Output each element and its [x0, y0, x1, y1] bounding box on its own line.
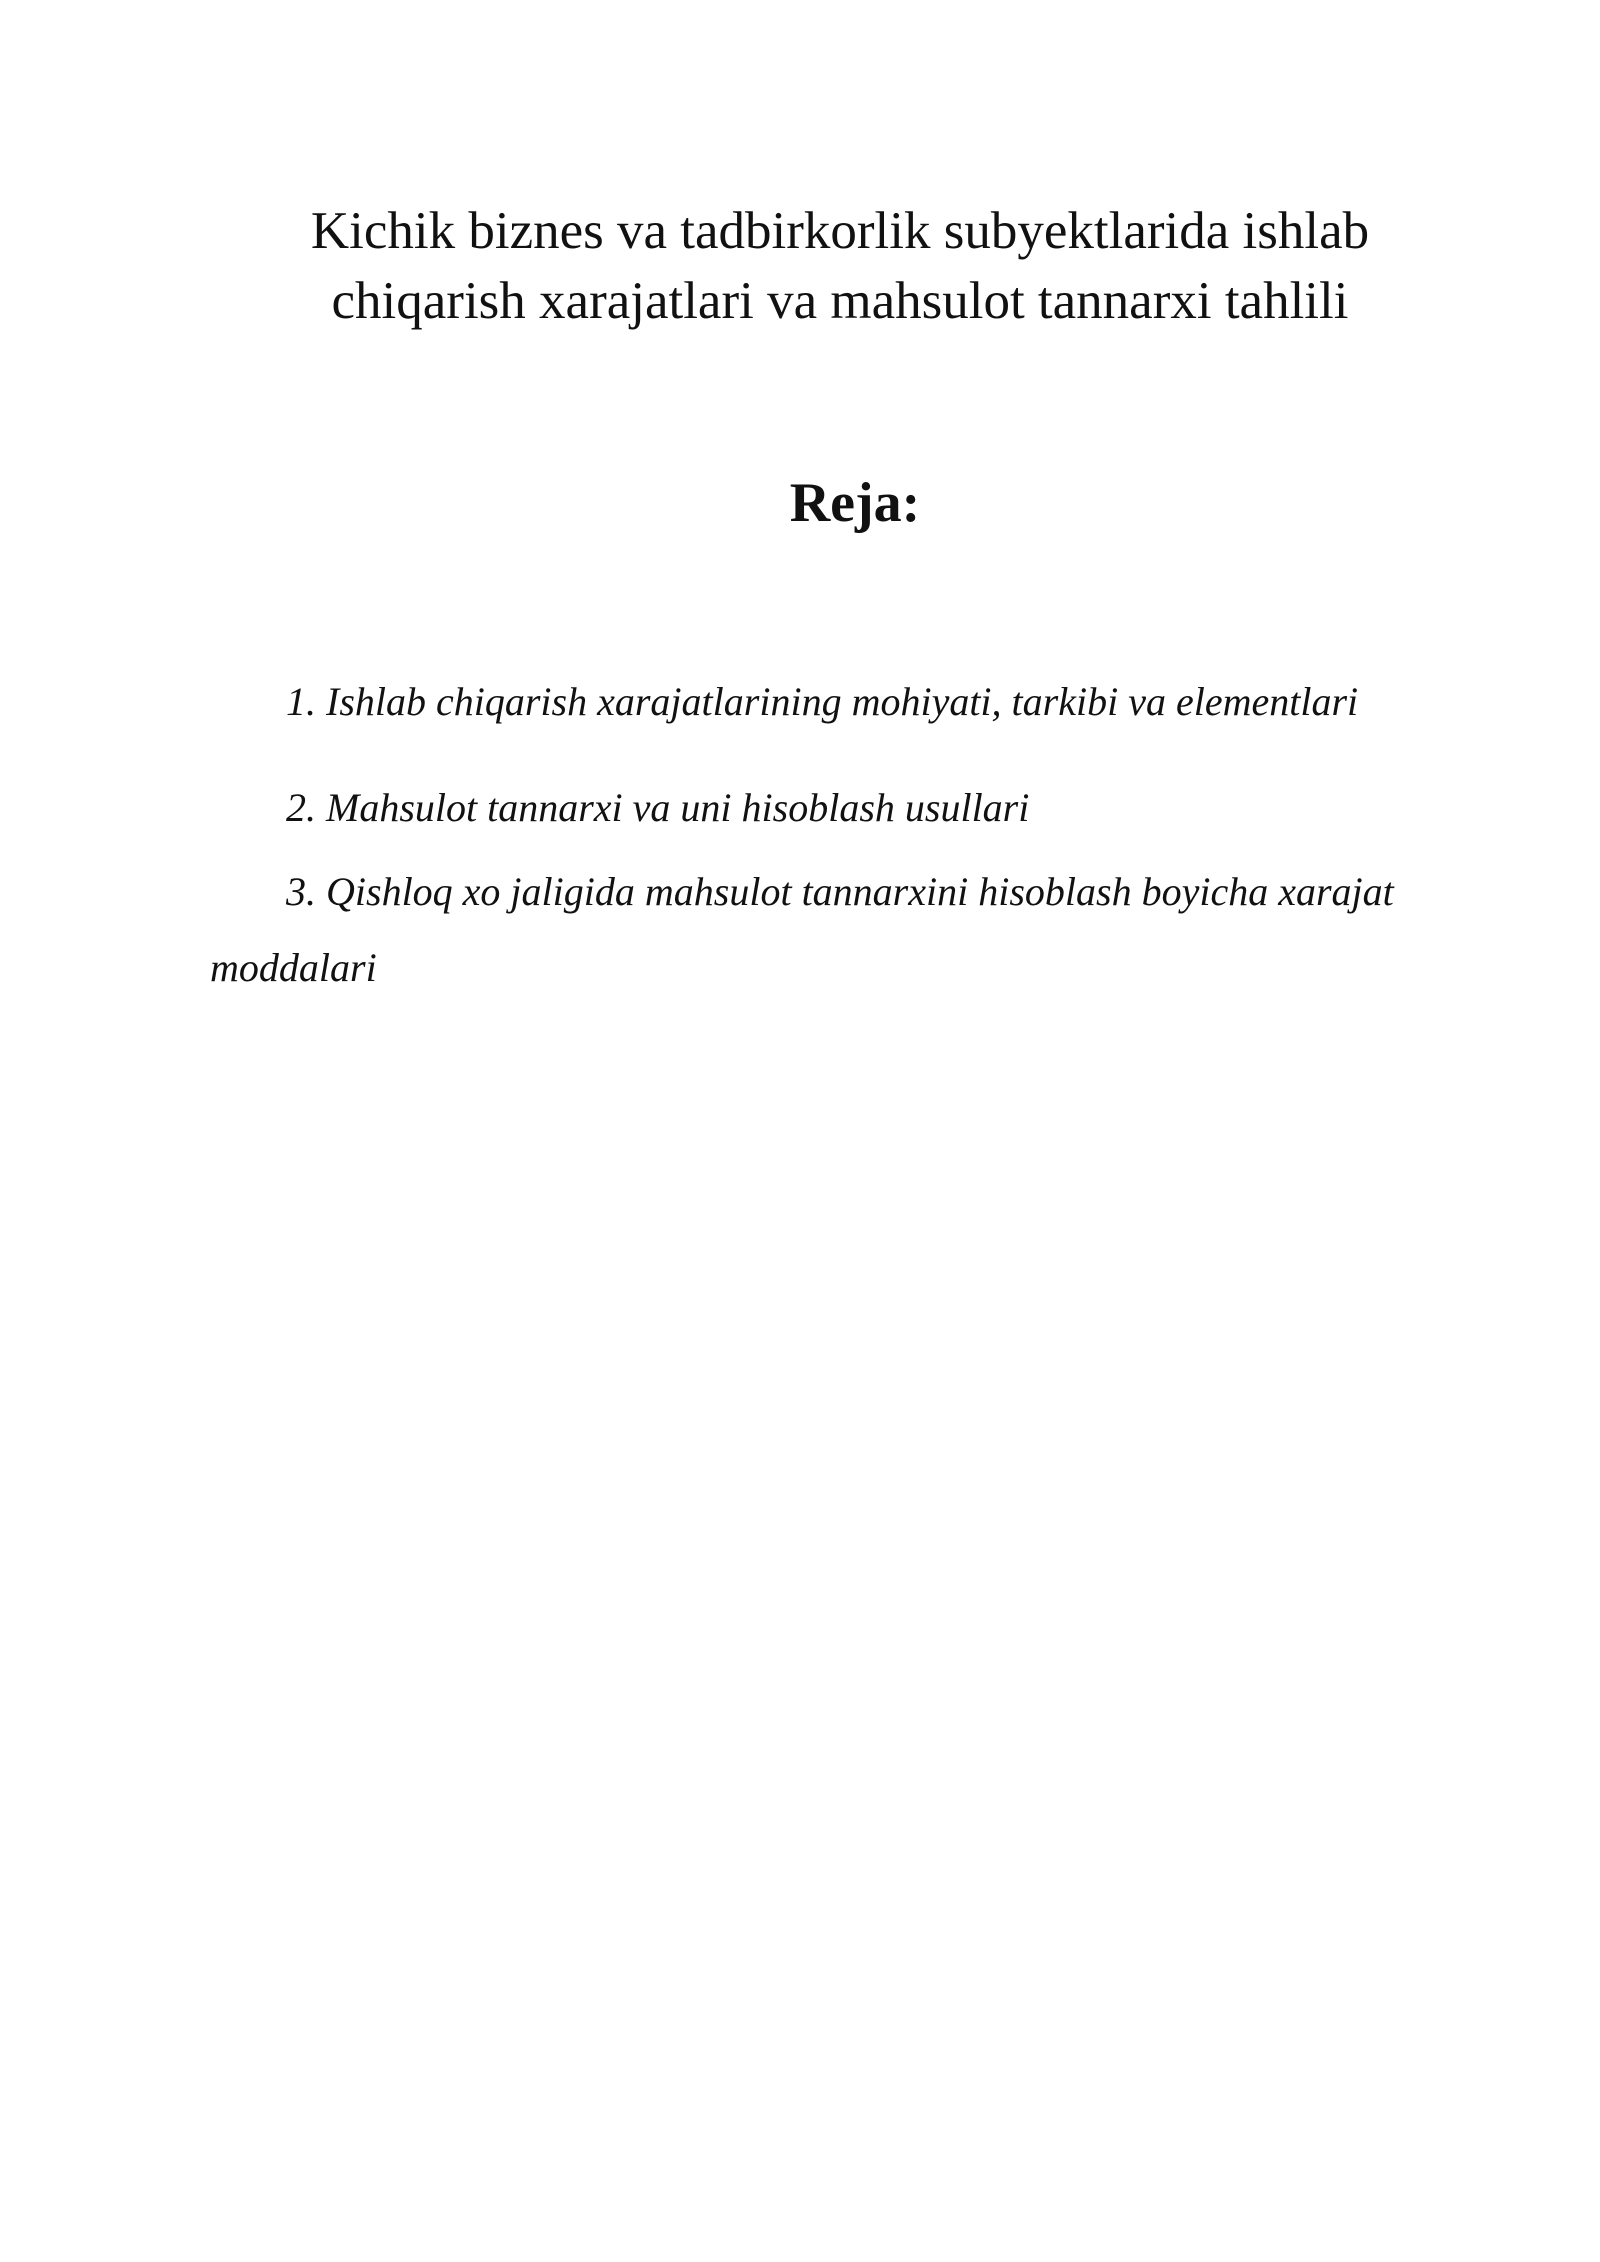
plan-item: 2. Mahsulot tannarxi va uni hisoblash usullari — [286, 785, 1030, 830]
plan-item: 1. Ishlab chiqarish xarajatlarining mohiyati, tarkibi va elementlari — [286, 679, 1359, 724]
plan-item: 3. Qishloq xo jaligida mahsulot tannarxini hisoblash boyicha xarajat moddalari — [210, 869, 1394, 990]
plan-heading: Reja: — [789, 472, 921, 534]
plan-list — [210, 664, 1472, 1006]
document-title — [200, 196, 1480, 336]
document-title-line: chiqarish xarajatlari va mahsulot tannarxi tahlili — [331, 272, 1349, 330]
document-title-line: Kichik biznes va tadbirkorlik subyektlarida ishlab — [310, 202, 1370, 260]
